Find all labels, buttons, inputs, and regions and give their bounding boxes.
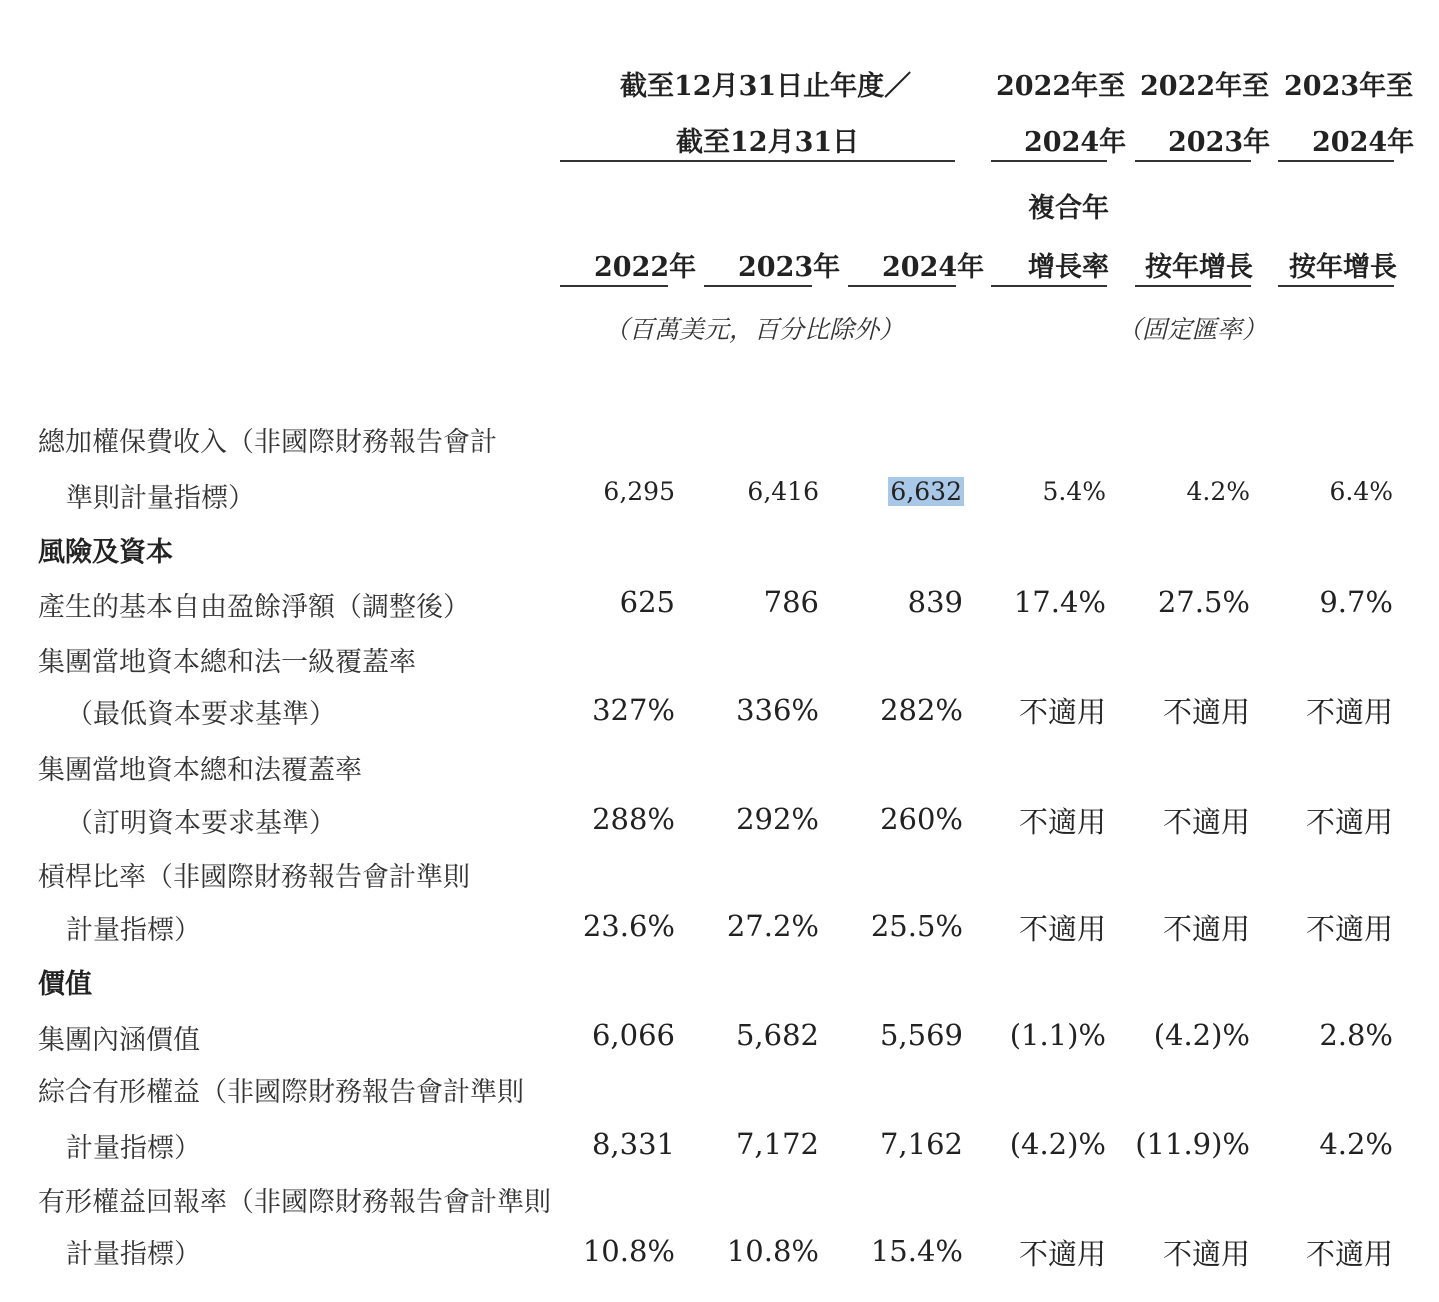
cagr-header-line1: 2022年至 [996, 71, 1126, 102]
row-label-tangible-equity-line2: 計量指標） [66, 1133, 201, 1164]
row-label-rote-line1: 有形權益回報率（非國際財務報告會計準則 [38, 1187, 551, 1218]
section-heading-risk-capital: 風險及資本 [38, 537, 173, 568]
row-label-gwcm-line1: 集團當地資本總和法覆蓋率 [38, 755, 362, 786]
col-header-2023: 2023年 [738, 252, 841, 283]
cell-tier1-yoy2: 不適用 [1305, 695, 1393, 729]
section-heading-value: 價值 [38, 969, 92, 1000]
cell-lev-yoy1: 不適用 [1162, 912, 1250, 946]
cell-rote-2024: 15.4% [870, 1234, 963, 1268]
yoy1-header-line2: 2023年 [1168, 127, 1271, 158]
cell-rote-cagr: 不適用 [1018, 1237, 1106, 1271]
unit-note: （百萬美元，百分比除外） [604, 315, 905, 344]
cell-te-2023: 7,172 [735, 1127, 819, 1161]
cagr-sub-line2: 增長率 [1028, 252, 1109, 283]
period-underline [560, 160, 955, 162]
cell-te-cagr: (4.2)% [1009, 1127, 1106, 1161]
row-label-leverage-line2: 計量指標） [66, 915, 201, 946]
cagr-top-underline [991, 160, 1107, 162]
cell-rote-yoy2: 不適用 [1305, 1237, 1393, 1271]
yoy1-sub-header: 按年增長 [1145, 252, 1253, 283]
period-header-line1: 截至12月31日止年度／ [620, 71, 912, 102]
cagr-sub-line1: 複合年 [1028, 193, 1109, 224]
cell-tier1-yoy1: 不適用 [1162, 695, 1250, 729]
row-label-twpi-line1: 總加權保費收入（非國際財務報告會計 [38, 427, 497, 458]
yoy1-sub-underline [1135, 285, 1251, 287]
cell-gwcm-2024: 260% [880, 802, 963, 836]
row-label-gwcm-line2: （訂明資本要求基準） [66, 808, 336, 839]
cell-gwcm-2023: 292% [736, 802, 819, 836]
cell-lev-cagr: 不適用 [1018, 912, 1106, 946]
cell-fs-yoy2: 9.7% [1319, 585, 1393, 619]
cell-tier1-cagr: 不適用 [1018, 695, 1106, 729]
cell-te-2022: 8,331 [591, 1127, 675, 1161]
cell-te-yoy2: 4.2% [1319, 1127, 1393, 1161]
cell-lev-2022: 23.6% [582, 909, 675, 943]
cell-lev-2024: 25.5% [870, 909, 963, 943]
cell-tier1-2024: 282% [880, 693, 963, 727]
cell-twpi-2023: 6,416 [747, 477, 819, 506]
cell-fs-2022: 625 [619, 585, 675, 619]
yoy1-header-line1: 2022年至 [1140, 71, 1270, 102]
cell-twpi-yoy2: 6.4% [1329, 477, 1393, 506]
fx-note: （固定匯率） [1117, 315, 1268, 344]
cell-fs-2024: 839 [907, 585, 963, 619]
cell-rote-yoy1: 不適用 [1162, 1237, 1250, 1271]
cagr-sub-underline [991, 285, 1107, 287]
cell-ev-2024: 5,569 [879, 1018, 963, 1052]
cell-twpi-yoy1: 4.2% [1186, 477, 1250, 506]
cagr-header-line2: 2024年 [1024, 127, 1127, 158]
col-2022-underline [560, 285, 668, 287]
cell-gwcm-2022: 288% [592, 802, 675, 836]
row-label-twpi-line2: 準則計量指標） [66, 483, 255, 514]
cell-ev-yoy1: (4.2)% [1153, 1018, 1250, 1052]
yoy2-sub-header: 按年增長 [1289, 252, 1397, 283]
cell-fs-cagr: 17.4% [1013, 585, 1106, 619]
yoy2-sub-underline [1278, 285, 1394, 287]
col-header-2022: 2022年 [594, 252, 697, 283]
cell-fs-yoy1: 27.5% [1157, 585, 1250, 619]
row-label-tangible-equity-line1: 綜合有形權益（非國際財務報告會計準則 [38, 1077, 524, 1108]
yoy2-top-underline [1278, 160, 1394, 162]
period-header-line2: 截至12月31日 [676, 127, 860, 158]
cell-lev-2023: 27.2% [726, 909, 819, 943]
row-label-gwcm-tier1-line2: （最低資本要求基準） [66, 699, 336, 730]
cell-ev-2023: 5,682 [735, 1018, 819, 1052]
col-2024-underline [848, 285, 956, 287]
cell-te-2024: 7,162 [879, 1127, 963, 1161]
cell-te-yoy1: (11.9)% [1135, 1127, 1250, 1161]
cell-rote-2022: 10.8% [582, 1234, 675, 1268]
cell-twpi-2022: 6,295 [603, 477, 675, 506]
col-2023-underline [704, 285, 812, 287]
cell-gwcm-yoy1: 不適用 [1162, 805, 1250, 839]
yoy1-top-underline [1135, 160, 1251, 162]
cell-fs-2023: 786 [763, 585, 819, 619]
cell-twpi-2024-highlighted: 6,632 [890, 477, 962, 506]
row-label-free-surplus: 產生的基本自由盈餘淨額（調整後） [38, 592, 470, 623]
cell-tier1-2023: 336% [736, 693, 819, 727]
cell-gwcm-cagr: 不適用 [1018, 805, 1106, 839]
cell-twpi-cagr: 5.4% [1042, 477, 1106, 506]
row-label-leverage-line1: 槓桿比率（非國際財務報告會計準則 [38, 862, 470, 893]
cell-rote-2023: 10.8% [726, 1234, 819, 1268]
row-label-rote-line2: 計量指標） [66, 1239, 201, 1270]
col-header-2024: 2024年 [882, 252, 985, 283]
cell-lev-yoy2: 不適用 [1305, 912, 1393, 946]
cell-ev-cagr: (1.1)% [1009, 1018, 1106, 1052]
cell-tier1-2022: 327% [592, 693, 675, 727]
row-label-gwcm-tier1-line1: 集團當地資本總和法一級覆蓋率 [38, 647, 416, 678]
yoy2-header-line2: 2024年 [1312, 127, 1415, 158]
row-label-group-ev: 集團內涵價值 [38, 1025, 200, 1056]
cell-ev-yoy2: 2.8% [1319, 1018, 1393, 1052]
cell-gwcm-yoy2: 不適用 [1305, 805, 1393, 839]
cell-ev-2022: 6,066 [591, 1018, 675, 1052]
yoy2-header-line1: 2023年至 [1284, 71, 1414, 102]
